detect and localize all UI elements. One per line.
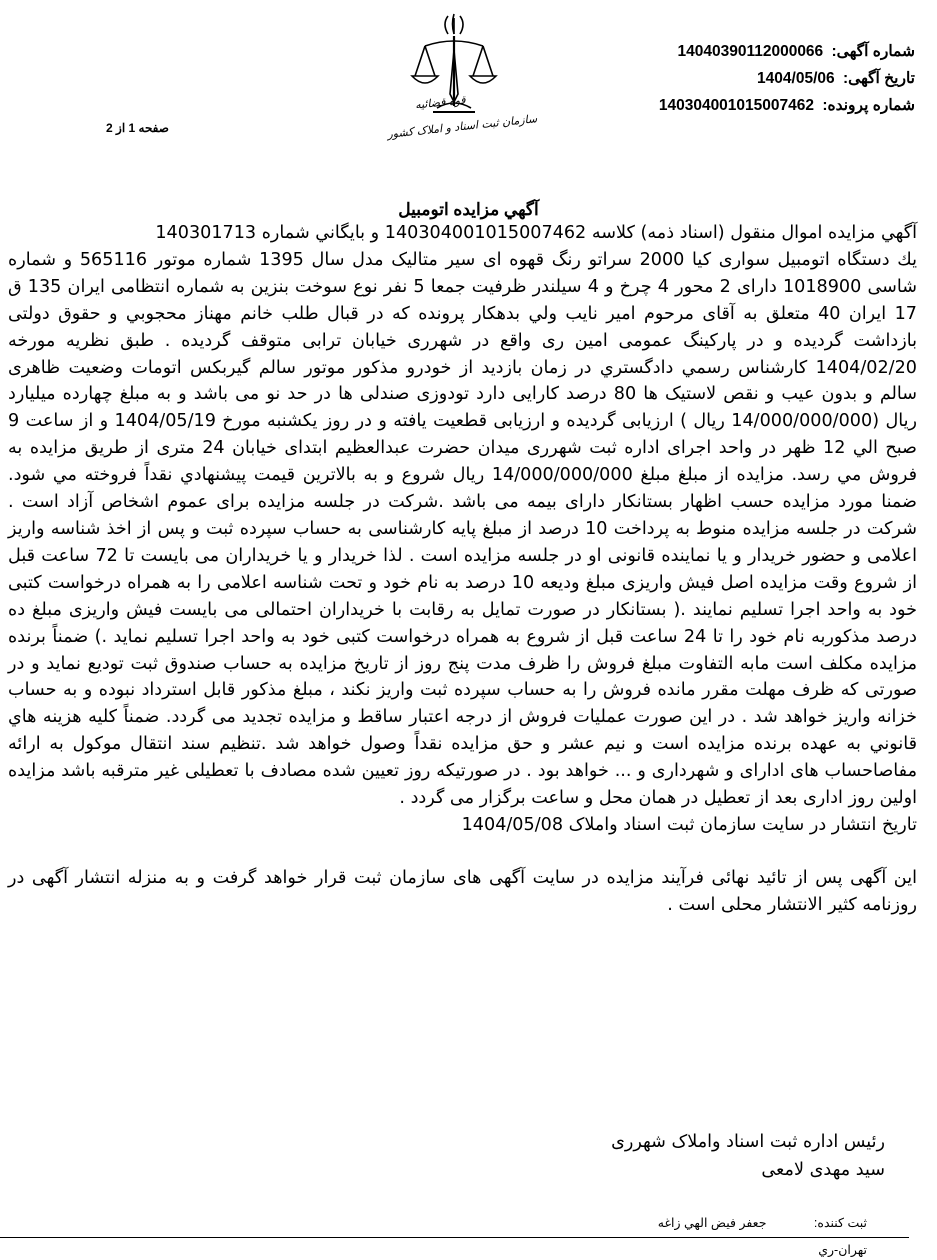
registrar-label: ثبت كننده: bbox=[813, 1216, 867, 1230]
registrar-name: جعفر فيض الهي زاغه bbox=[657, 1216, 767, 1230]
ad-date-label: تاریخ آگهی: bbox=[842, 70, 915, 87]
document-body bbox=[8, 220, 917, 919]
page-number: صفحه 1 از 2 bbox=[106, 121, 169, 135]
paragraph-gap bbox=[8, 839, 917, 865]
ad-meta bbox=[535, 38, 915, 119]
emblem-caption-judiciary: قوه قضائیه bbox=[414, 93, 467, 112]
file-number: 140304001015007462 bbox=[658, 97, 815, 114]
ad-date-row bbox=[535, 65, 915, 92]
case-paragraph: آگهي مزايده اموال منقول (اسناد ذمه) كلاسه 140304001015007462 و بايگاني شماره 140301713 bbox=[155, 223, 917, 243]
emblem-caption-registry: سازمان ثبت اسناد و املاک کشور bbox=[386, 112, 538, 141]
ad-number-row bbox=[535, 38, 915, 65]
auction-details-paragraph: يك دستگاه اتومبيل سواری کیا 2000 سراتو رنگ قهوه ای سیر متالیک مدل سال 1395 شماره موتور 565116 و شماره شاسی 1018900 دارای 2 محور 4 چرخ و 4 سیلندر ظرفیت جمعا 5 نفر نوع سوخت بنزین به شماره انتظامی ایران 135 ق 17 ایران 40 متعلق به آقای مرحوم امير نايب ولي بدهكار پرونده كه در قبال طلب خانم مهناز محجوبي و حقوق دولتی بازداشت گرديده و در پارکینگ عمومی امین ری واقع در شهرری خیابان ترابی متوقف گرديده . طبق نظريه مورخه 1404/02/20 كارشناس رسمي دادگستري در زمان بازدید از خودرو مذکور موتور سالم گیربکس اتومات وضعیت ظاهری سالم و بدون عیب و نقص لاستیک ها 80 درصد کارایی دارد تودوزی صندلی ها در حد نو می باشد و به مبلغ چهارده میلیارد ريال (14/000/000/000 ريال ) ارزيابی گرديده و ارزيابی قطعيت يافته و در روز يكشنبه مورخ 1404/05/19 و از ساعت 9 صبح الي 12 ظهر در واحد اجرای اداره ثبت شهرری میدان حضرت عبدالعظیم ابتدای خیابان 24 متری از طريق مزايده به فروش مي رسد. مزايده از مبلغ مبلغ 14/000/000/000 ريال شروع و به بالاترين قيمت پيشنهادي نقداً فروخته مي شود. ضمنا مورد مزايده حسب اظهار بستانکار دارای بیمه می باشد .شرکت در جلسه مزایده برای عموم اشخاص آزاد است . شرکت در جلسه مزایده منوط به پرداخت 10 درصد از مبلغ پایه کارشناسی به حساب سپرده ثبت و پس از اخذ شناسه واریز اعلامی و حضور خریدار و یا نماینده قانونی او در جلسه مزایده است . لذا خریدار و یا خریداران می بایست تا 72 ساعت قبل از شروع وقت مزایده اصل فیش واریزی مبلغ ودیعه 10 درصد به نام خود و تحت شناسه اعلامی را به همراه درخواست کتبی خود به واحد اجرا تسلیم نمایند .( بستانکار در صورت تمایل به رقابت با خریداران احتمالی می بایست فیش واریزی مبلغ ده درصد مذکوربه نام خود را تا 24 ساعت قبل از شروع به همراه درخواست کتبی خود به واحد اجرا تسلیم نماید .) ضمناً برنده مزایده مکلف است مابه التفاوت مبلغ فروش را ظرف مدت پنج روز از تاریخ مزایده به حساب صندوق ثبت تودیع نماید و در صورتی که ظرف مهلت مقرر مانده فروش را به حساب سپرده ثبت واریز نکند ، مبلغ مذکور قابل استرداد نبوده و به حساب خزانه واریز خواهد شد . در این صورت عملیات فروش از درجه اعتبار ساقط و مزایده تجدید می گردد. ضمناً كليه هزينه هاي قانوني به عهده برنده مزايده است و نيم عشر و حق مزايده نقداً وصول خواهد شد .تنظیم سند انتقال موکول به ارائه مفاصاحساب های ادارای و شهرداری و ... خواهد بود . در صورتيكه روز تعيين شده مصادف با تعطيلی غير مترقبه باشد مزايده اولين روز اداری بعد از تعطيل در همان محل و ساعت برگزار می گردد . bbox=[8, 249, 918, 809]
registrar-city: تهران-ري bbox=[818, 1243, 867, 1257]
judiciary-emblem bbox=[385, 4, 545, 144]
ad-date: 1404/05/06 bbox=[757, 70, 835, 87]
document-title: آگهي مزايده اتومبيل bbox=[398, 200, 539, 219]
signature-block bbox=[611, 1128, 885, 1184]
file-number-row bbox=[535, 92, 915, 119]
registrar-row bbox=[658, 1215, 867, 1230]
signer-name: سید مهدی لامعی bbox=[761, 1160, 885, 1180]
publish-date-paragraph: تاریخ انتشار در سایت سازمان ثبت اسناد واملاک 1404/05/08 bbox=[461, 814, 917, 835]
signer-position: رئیس اداره ثبت اسناد واملاک شهرری bbox=[611, 1132, 885, 1152]
ad-number: 14040390112000066 bbox=[677, 43, 824, 60]
file-number-label: شماره پرونده: bbox=[822, 97, 915, 114]
ad-number-label: شماره آگهی: bbox=[831, 43, 915, 60]
publication-note-paragraph: این آگهی پس از تائید نهائی فرآیند مزایده در سایت آگهی های سازمان ثبت قرار خواهد گرفت و به منزله انتشار آگهی در روزنامه کثیر الانتشار محلی است . bbox=[8, 867, 917, 915]
footer-divider bbox=[0, 1237, 909, 1238]
